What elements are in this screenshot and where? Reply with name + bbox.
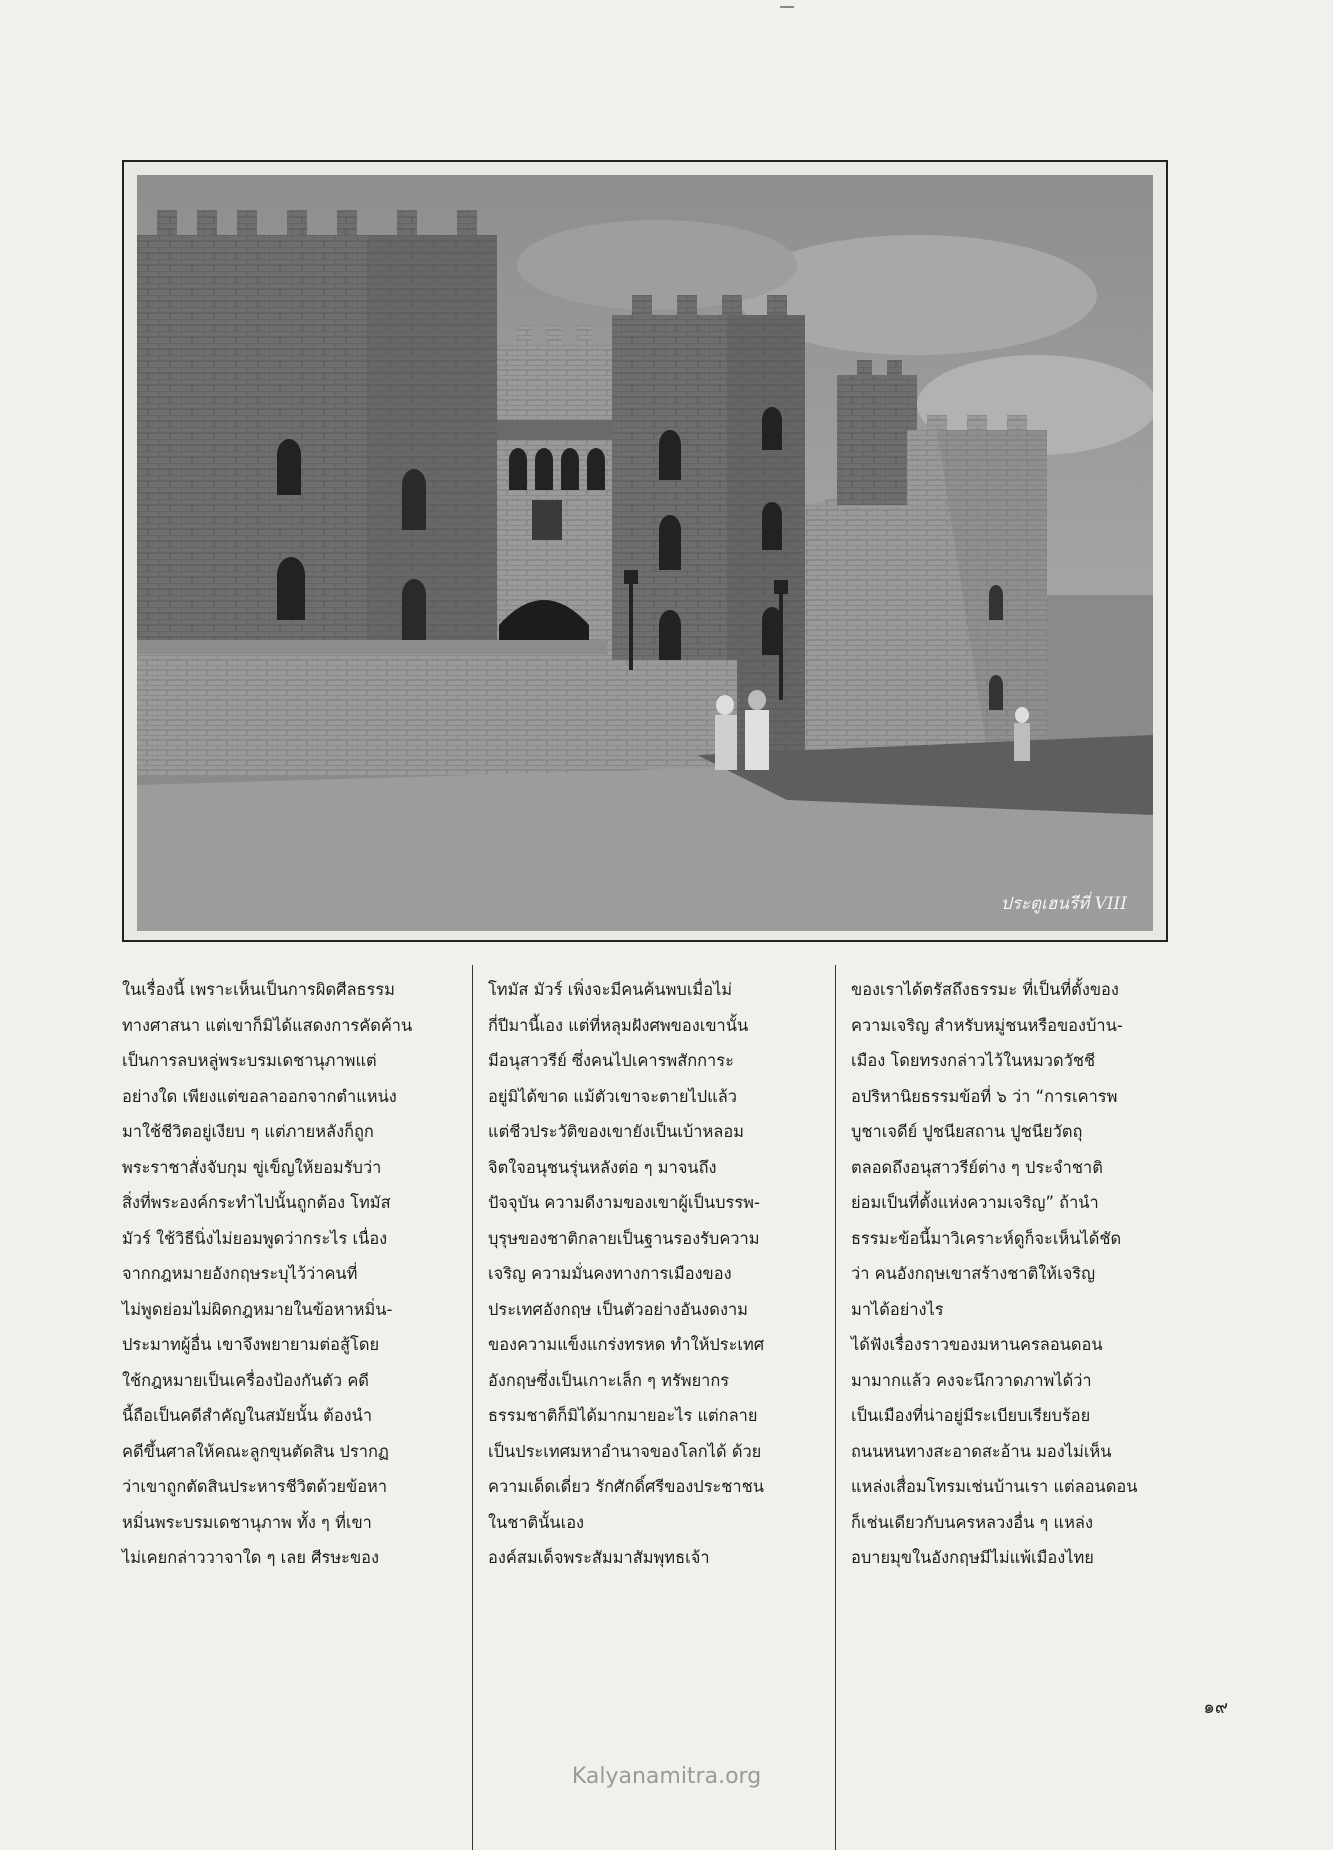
- text-line: ทางศาสนา แต่เขาก็มิได้แสดงการคัดค้าน: [122, 1015, 413, 1035]
- text-column-1: [122, 972, 452, 1576]
- photo-caption: ประตูเฮนรีที่ VIII: [1000, 894, 1127, 914]
- text-line: ความเด็ดเดี่ยว รักศักดิ์ศรีของประชาชน: [488, 1477, 764, 1496]
- text-line: ธรรมชาติก็มิได้มากมายอะไร แต่กลาย: [488, 1406, 758, 1425]
- text-line: พระราชาสั่งจับกุม ขู่เข็ญให้ยอมรับว่า: [122, 1157, 382, 1177]
- text-line: เป็นเมืองที่น่าอยู่มีระเบียบเรียบร้อย: [851, 1406, 1091, 1425]
- text-line: บุรุษของชาติกลายเป็นฐานรองรับความ: [488, 1228, 760, 1248]
- text-line: คดีขึ้นศาลให้คณะลูกขุนตัดสิน ปรากฏ: [122, 1441, 389, 1461]
- text-line: ก็เช่นเดียวกับนครหลวงอื่น ๆ แหล่ง: [851, 1512, 1093, 1532]
- text-line: นี้ถือเป็นคดีสำคัญในสมัยนั้น ต้องนำ: [122, 1406, 373, 1425]
- text-line: กี่ปีมานี้เอง แต่ที่หลุมฝังศพของเขานั้น: [488, 1015, 749, 1035]
- text-line: อบายมุขในอังกฤษมีไม่แพ้เมืองไทย: [851, 1548, 1094, 1567]
- text-line: อยู่มิได้ขาด แม้ตัวเขาจะตายไปแล้ว: [488, 1086, 737, 1106]
- text-line: เจริญ ความมั่นคงทางการเมืองของ: [488, 1264, 732, 1283]
- text-line: จิตใจอนุชนรุ่นหลังต่อ ๆ มาจนถึง: [488, 1157, 717, 1177]
- text-line: เป็นประเทศมหาอำนาจของโลกได้ ด้วย: [488, 1441, 762, 1461]
- text-line: ไม่พูดย่อมไม่ผิดกฎหมายในข้อหาหมิ่น-: [122, 1299, 393, 1319]
- column-divider: [472, 965, 473, 1850]
- text-line: ใช้กฎหมายเป็นเครื่องป้องกันตัว คดี: [122, 1370, 369, 1390]
- text-line: โทมัส มัวร์ เพิ่งจะมีคนค้นพบเมื่อไม่: [488, 980, 733, 999]
- text-line: ความเจริญ สำหรับหมู่ชนหรือของบ้าน-: [851, 1015, 1123, 1035]
- text-line: ธรรมะข้อนี้มาวิเคราะห์ดูก็จะเห็นได้ชัด: [851, 1228, 1122, 1248]
- text-line: อปริหานิยธรรมข้อที่ ๖ ว่า “การเคารพ: [851, 1086, 1118, 1106]
- text-line: บูชาเจดีย์ ปูชนียสถาน ปูชนียวัตถุ: [851, 1122, 1083, 1141]
- text-line: เป็นการลบหลู่พระบรมเดชานุภาพแต่: [122, 1051, 377, 1070]
- text-line: ประมาทผู้อื่น เขาจึงพยายามต่อสู้โดย: [122, 1335, 380, 1354]
- text-line: มัวร์ ใช้วิธีนิ่งไม่ยอมพูดว่ากระไร เนื่อง: [122, 1228, 388, 1248]
- text-line: ได้ฟังเรื่องราวของมหานครลอนดอน: [851, 1335, 1103, 1354]
- text-column-2: [488, 972, 818, 1576]
- text-line: หมิ่นพระบรมเดชานุภาพ ทั้ง ๆ ที่เขา: [122, 1512, 372, 1532]
- text-line: แหล่งเสื่อมโทรมเช่นบ้านเรา แต่ลอนดอน: [851, 1477, 1138, 1496]
- text-line: มีอนุสาวรีย์ ซึ่งคนไปเคารพสักการะ: [488, 1051, 734, 1070]
- text-line: ไม่เคยกล่าววาจาใด ๆ เลย ศีรษะของ: [122, 1548, 380, 1567]
- text-line: ของความแข็งแกร่งทรหด ทำให้ประเทศ: [488, 1335, 765, 1354]
- photo-frame: [122, 160, 1168, 942]
- page-number: ๑๙: [1203, 1697, 1228, 1718]
- text-line: ปัจจุบัน ความดีงามของเขาผู้เป็นบรรพ-: [488, 1193, 760, 1212]
- text-line: จากกฎหมายอังกฤษระบุไว้ว่าคนที่: [122, 1264, 358, 1283]
- text-line: ว่าเขาถูกตัดสินประหารชีวิตด้วยข้อหา: [122, 1477, 388, 1496]
- text-line: องค์สมเด็จพระสัมมาสัมพุทธเจ้า: [488, 1548, 710, 1567]
- text-line: มาได้อย่างไร: [851, 1299, 944, 1319]
- column-divider: [835, 965, 836, 1850]
- text-line: ในเรื่องนี้ เพราะเห็นเป็นการผิดศีลธรรม: [122, 980, 395, 999]
- text-line: แต่ชีวประวัติของเขายังเป็นเบ้าหลอม: [488, 1122, 744, 1141]
- text-line: สิ่งที่พระองค์กระทำไปนั้นถูกต้อง โทมัส: [122, 1193, 391, 1212]
- castle-gate-photo: [137, 175, 1153, 931]
- text-line: ย่อมเป็นที่ตั้งแห่งความเจริญ” ถ้านำ: [851, 1193, 1099, 1212]
- text-line: เมือง โดยทรงกล่าวไว้ในหมวดวัชชี: [851, 1051, 1096, 1070]
- text-line: มามากแล้ว คงจะนึกวาดภาพได้ว่า: [851, 1370, 1092, 1390]
- text-line: ตลอดถึงอนุสาวรีย์ต่าง ๆ ประจำชาติ: [851, 1157, 1103, 1177]
- castle-illustration: [137, 175, 1153, 931]
- text-line: ถนนหนทางสะอาดสะอ้าน มองไม่เห็น: [851, 1441, 1112, 1461]
- footer-watermark[interactable]: Kalyanamitra.org: [571, 1764, 762, 1789]
- text-line: ว่า คนอังกฤษเขาสร้างชาติให้เจริญ: [851, 1264, 1096, 1283]
- text-column-3: [851, 972, 1181, 1576]
- text-line: ประเทศอังกฤษ เป็นตัวอย่างอันงดงาม: [488, 1299, 748, 1319]
- top-mark: [780, 6, 794, 8]
- text-line: อย่างใด เพียงแต่ขอลาออกจากตำแหน่ง: [122, 1086, 397, 1106]
- text-line: อังกฤษซึ่งเป็นเกาะเล็ก ๆ ทรัพยากร: [488, 1370, 730, 1390]
- text-line: ของเราได้ตรัสถึงธรรมะ ที่เป็นที่ตั้งของ: [851, 980, 1119, 999]
- text-line: ในชาตินั้นเอง: [488, 1512, 585, 1532]
- text-line: มาใช้ชีวิตอยู่เงียบ ๆ แต่ภายหลังก็ถูก: [122, 1122, 374, 1141]
